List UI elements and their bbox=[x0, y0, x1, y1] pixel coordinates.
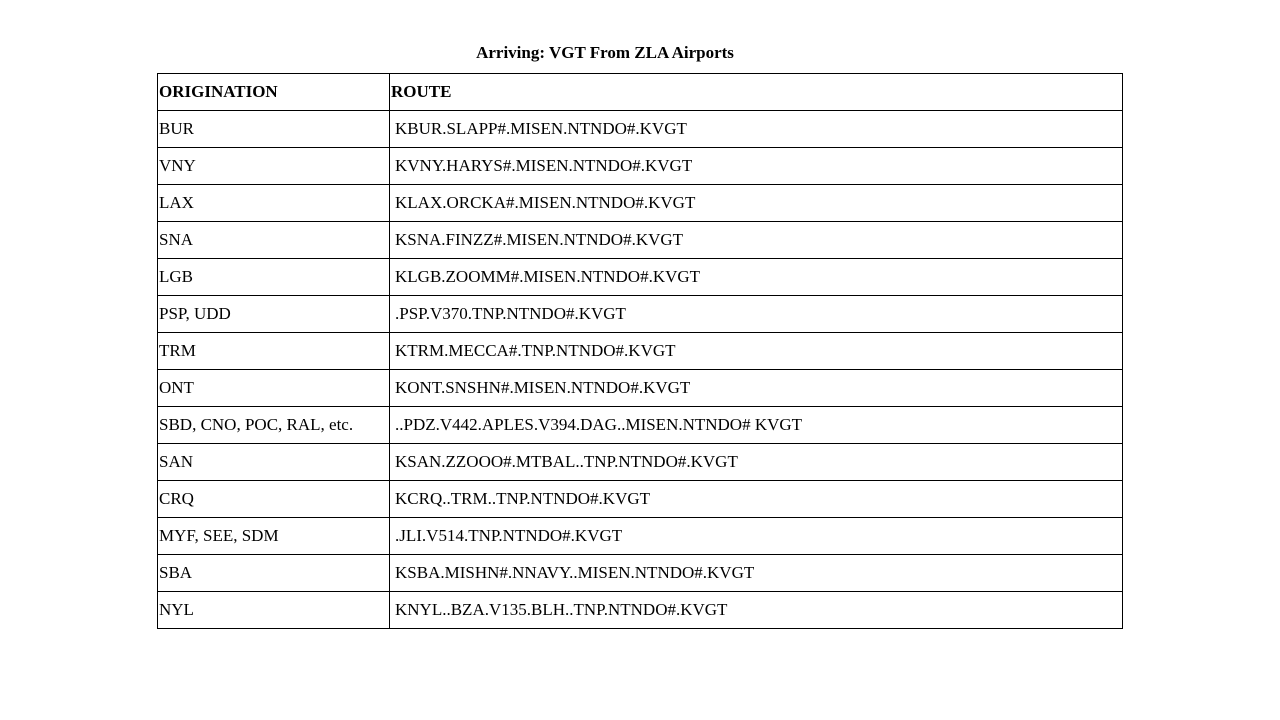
route-cell: KVNY.HARYS#.MISEN.NTNDO#.KVGT bbox=[390, 148, 1123, 185]
table-row bbox=[158, 148, 1123, 185]
origination-cell: SBD, CNO, POC, RAL, etc. bbox=[158, 407, 390, 444]
table-row bbox=[158, 444, 1123, 481]
origination-cell: BUR bbox=[158, 111, 390, 148]
origination-cell: TRM bbox=[158, 333, 390, 370]
route-cell: KONT.SNSHN#.MISEN.NTNDO#.KVGT bbox=[390, 370, 1123, 407]
table-row bbox=[158, 222, 1123, 259]
route-cell: KSAN.ZZOOO#.MTBAL..TNP.NTNDO#.KVGT bbox=[390, 444, 1123, 481]
route-cell: KNYL..BZA.V135.BLH..TNP.NTNDO#.KVGT bbox=[390, 592, 1123, 629]
origination-cell: MYF, SEE, SDM bbox=[158, 518, 390, 555]
route-cell: .PSP.V370.TNP.NTNDO#.KVGT bbox=[390, 296, 1123, 333]
origination-cell: PSP, UDD bbox=[158, 296, 390, 333]
route-cell: KSNA.FINZZ#.MISEN.NTNDO#.KVGT bbox=[390, 222, 1123, 259]
origination-cell: SAN bbox=[158, 444, 390, 481]
origination-header: ORIGINATION bbox=[158, 74, 390, 111]
route-cell: KLAX.ORCKA#.MISEN.NTNDO#.KVGT bbox=[390, 185, 1123, 222]
origination-cell: CRQ bbox=[158, 481, 390, 518]
origination-cell: LGB bbox=[158, 259, 390, 296]
origination-cell: ONT bbox=[158, 370, 390, 407]
table-row bbox=[158, 259, 1123, 296]
route-cell: KBUR.SLAPP#.MISEN.NTNDO#.KVGT bbox=[390, 111, 1123, 148]
origination-cell: SNA bbox=[158, 222, 390, 259]
header-row bbox=[158, 74, 1123, 111]
route-cell: KCRQ..TRM..TNP.NTNDO#.KVGT bbox=[390, 481, 1123, 518]
route-cell: KLGB.ZOOMM#.MISEN.NTNDO#.KVGT bbox=[390, 259, 1123, 296]
origination-cell: SBA bbox=[158, 555, 390, 592]
route-cell: KSBA.MISHN#.NNAVY..MISEN.NTNDO#.KVGT bbox=[390, 555, 1123, 592]
page-title: Arriving: VGT From ZLA Airports bbox=[476, 43, 734, 62]
table-row bbox=[158, 518, 1123, 555]
table-row bbox=[158, 407, 1123, 444]
table-row bbox=[158, 481, 1123, 518]
table-body bbox=[158, 111, 1123, 629]
table-row bbox=[158, 592, 1123, 629]
table-row bbox=[158, 333, 1123, 370]
table-row bbox=[158, 370, 1123, 407]
route-cell: KTRM.MECCA#.TNP.NTNDO#.KVGT bbox=[390, 333, 1123, 370]
origination-cell: NYL bbox=[158, 592, 390, 629]
table-row bbox=[158, 555, 1123, 592]
table-row bbox=[158, 185, 1123, 222]
route-header: ROUTE bbox=[390, 74, 1123, 111]
table-header bbox=[158, 74, 1123, 111]
table-row bbox=[158, 111, 1123, 148]
route-cell: .JLI.V514.TNP.NTNDO#.KVGT bbox=[390, 518, 1123, 555]
routes-table bbox=[157, 73, 1123, 629]
table-row bbox=[158, 296, 1123, 333]
origination-cell: VNY bbox=[158, 148, 390, 185]
origination-cell: LAX bbox=[158, 185, 390, 222]
route-cell: ..PDZ.V442.APLES.V394.DAG..MISEN.NTNDO# KVGT bbox=[390, 407, 1123, 444]
